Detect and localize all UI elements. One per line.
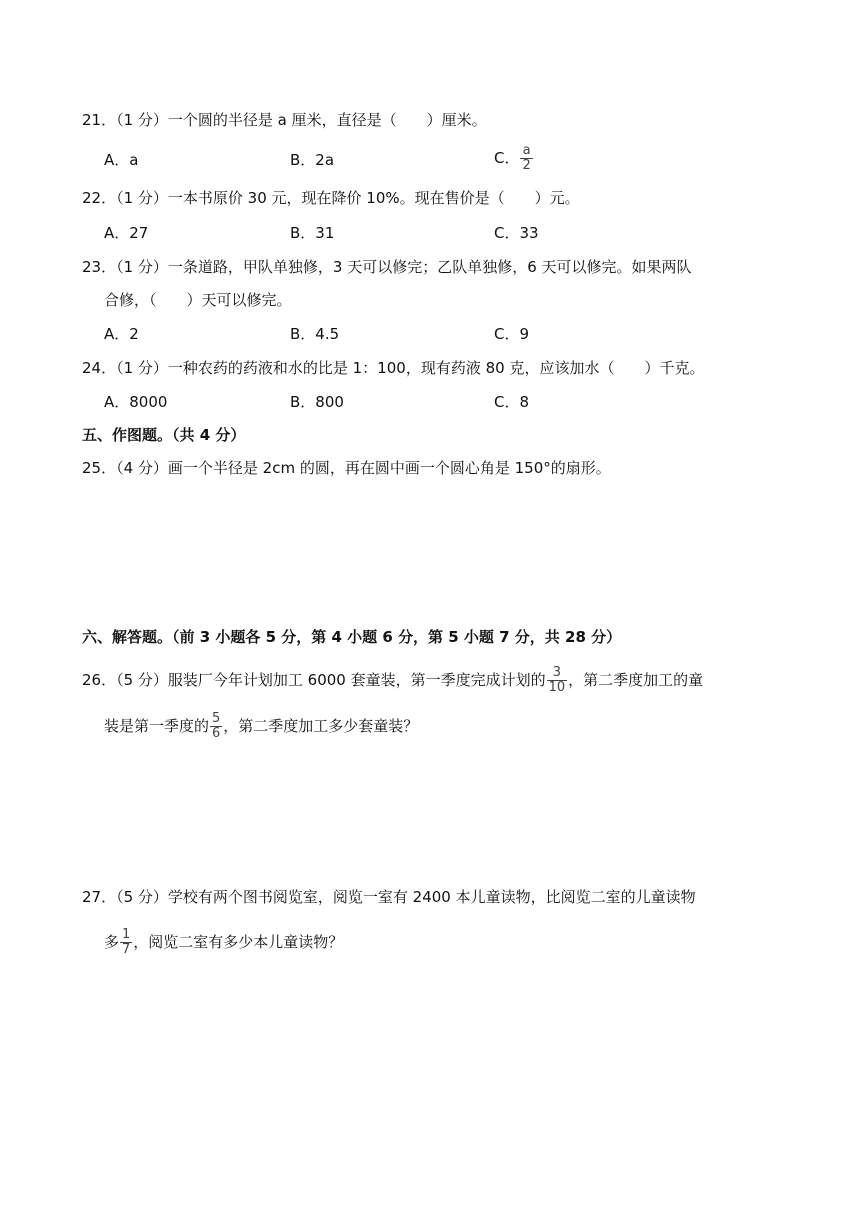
- question-25-stem: 25．（4 分）画一个半径是 2cm 的圆，再在圆中画一个圆心角是 150°的扇形。: [82, 459, 611, 477]
- fraction-numerator: 3: [552, 665, 562, 680]
- fraction-denominator: 7: [122, 942, 131, 957]
- fraction-3-over-10: [547, 666, 568, 695]
- fraction-denominator: 6: [212, 726, 221, 741]
- fraction-1-over-7: [120, 928, 132, 957]
- question-22-option-a: A．27: [104, 224, 149, 242]
- question-27-text-2: 多: [104, 933, 120, 951]
- option-c-prefix: C．: [494, 149, 520, 167]
- question-26-text-1: 26．（5 分）服装厂今年计划加工 6000 套童装，第一季度完成计划的: [82, 671, 546, 689]
- question-21-option-b: B．2a: [290, 151, 335, 169]
- fraction-denominator: 10: [548, 680, 566, 695]
- question-23-option-c: C．9: [494, 325, 530, 343]
- question-23-option-a: A．2: [104, 325, 139, 343]
- section-6-heading: 六、解答题。（前 3 小题各 5 分，第 4 小题 6 分，第 5 小题 7 分，共 28 分）: [82, 628, 622, 646]
- fraction-numerator: 1: [122, 927, 131, 942]
- question-27-line2: [104, 928, 343, 957]
- question-26-text-2: ，第二季度加工的童: [568, 671, 704, 689]
- question-27-line1: 27．（5 分）学校有两个图书阅览室，阅览一室有 2400 本儿童读物，比阅览二室的儿童读物: [82, 888, 696, 906]
- question-22-stem: 22．（1 分）一本书原价 30 元，现在降价 10%。现在售价是（ ）元。: [82, 189, 580, 207]
- question-24-option-c: C．8: [494, 393, 530, 411]
- question-22-option-b: B．31: [290, 224, 335, 242]
- fraction-a-over-2: [520, 144, 532, 173]
- question-21-option-a: A．a: [104, 151, 139, 169]
- question-26-text-4: ，第二季度加工多少套童装？: [223, 717, 419, 735]
- question-23-stem-line2: 合修，（ ）天可以修完。: [104, 291, 292, 309]
- question-24-stem: 24．（1 分）一种农药的药液和水的比是 1：100，现有药液 80 克，应该加水（ ）千克。: [82, 359, 705, 377]
- question-23-stem-line1: 23．（1 分）一条道路，甲队单独修，3 天可以修完；乙队单独修，6 天可以修完。如果两队: [82, 258, 692, 276]
- fraction-numerator: a: [522, 143, 531, 158]
- question-24-option-a: A．8000: [104, 393, 168, 411]
- question-26-line1: [82, 666, 703, 695]
- fraction-5-over-6: [210, 712, 222, 741]
- question-27-text-3: ，阅览二室有多少本儿童读物？: [133, 933, 344, 951]
- question-21-stem: 21．（1 分）一个圆的半径是 a 厘米，直径是（ ）厘米。: [82, 111, 487, 129]
- question-26-line2: [104, 712, 418, 741]
- question-22-option-c: C．33: [494, 224, 539, 242]
- fraction-numerator: 5: [212, 711, 221, 726]
- question-26-text-3: 装是第一季度的: [104, 717, 210, 735]
- question-21-option-c: [494, 144, 534, 173]
- section-5-heading: 五、作图题。（共 4 分）: [82, 426, 246, 444]
- fraction-denominator: 2: [522, 158, 531, 173]
- question-24-option-b: B．800: [290, 393, 344, 411]
- question-23-option-b: B．4.5: [290, 325, 340, 343]
